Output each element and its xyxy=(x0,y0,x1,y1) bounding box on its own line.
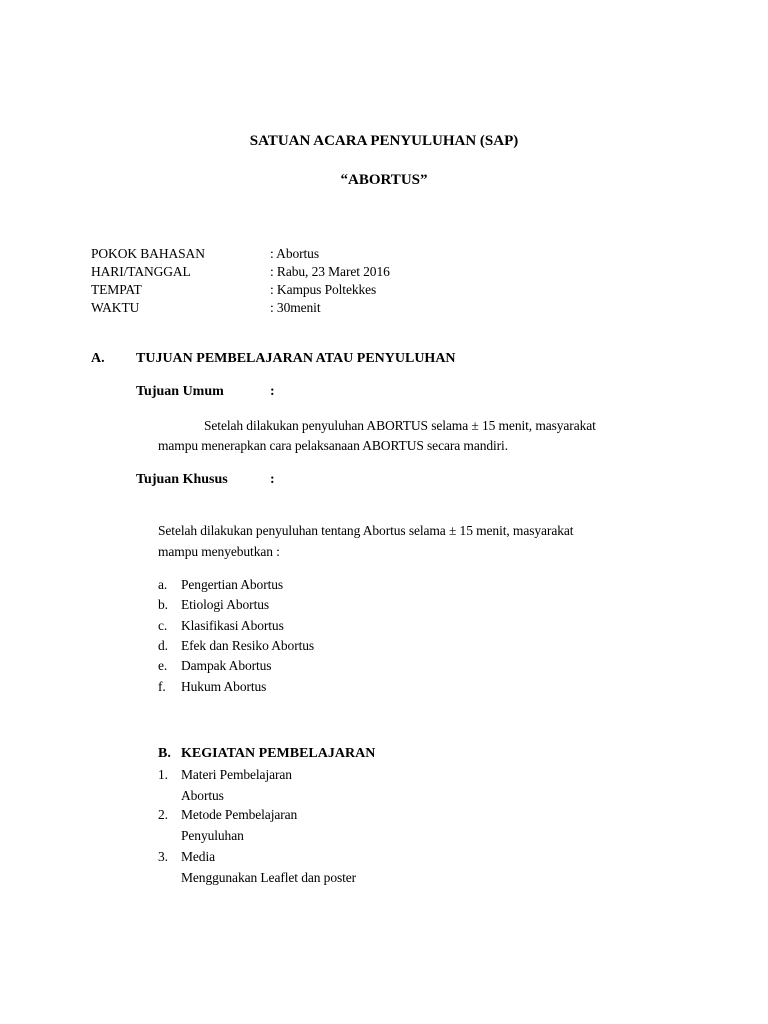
info-label-tempat: TEMPAT xyxy=(91,282,142,297)
list-item-detail: Menggunakan Leaflet dan poster xyxy=(181,870,357,885)
info-value-hari-tanggal: : Rabu, 23 Maret 2016 xyxy=(270,264,390,279)
list-item-title: Media xyxy=(181,849,215,864)
tujuan-khusus-colon: : xyxy=(270,472,275,487)
tujuan-umum-line-1: Setelah dilakukan penyuluhan ABORTUS selama ± 15 menit, masyarakat xyxy=(204,418,596,433)
list-item-detail: Abortus xyxy=(181,788,224,803)
list-item: Klasifikasi Abortus xyxy=(181,618,284,633)
tujuan-khusus-line-2: mampu menyebutkan : xyxy=(158,544,280,559)
info-label-hari-tanggal: HARI/TANGGAL xyxy=(91,264,191,279)
tujuan-umum-line-2: mampu menerapkan cara pelaksanaan ABORTUS secara mandiri. xyxy=(158,438,508,453)
list-marker: a. xyxy=(158,577,168,592)
list-item: Efek dan Resiko Abortus xyxy=(181,638,315,653)
list-item-title: Metode Pembelajaran xyxy=(181,807,298,822)
list-item: Pengertian Abortus xyxy=(181,577,284,592)
info-value-tempat: : Kampus Poltekkes xyxy=(270,282,377,297)
list-item: Etiologi Abortus xyxy=(181,597,270,612)
section-b-heading: KEGIATAN PEMBELAJARAN xyxy=(181,746,376,761)
document-subtitle: “ABORTUS” xyxy=(340,172,428,188)
info-value-pokok-bahasan: : Abortus xyxy=(270,246,319,261)
info-label-waktu: WAKTU xyxy=(91,300,140,315)
list-item: Dampak Abortus xyxy=(181,658,272,673)
section-a-letter: A. xyxy=(91,351,105,366)
tujuan-khusus-label: Tujuan Khusus xyxy=(136,472,228,487)
tujuan-khusus-line-1: Setelah dilakukan penyuluhan tentang Abortus selama ± 15 menit, masyarakat xyxy=(158,523,574,538)
info-value-waktu: : 30menit xyxy=(270,300,321,315)
list-number: 1. xyxy=(158,767,168,782)
tujuan-umum-colon: : xyxy=(270,384,275,399)
list-marker: d. xyxy=(158,638,168,653)
list-number: 2. xyxy=(158,807,168,822)
list-marker: e. xyxy=(158,658,168,673)
section-b-letter: B. xyxy=(158,746,171,761)
list-item: Hukum Abortus xyxy=(181,679,267,694)
list-number: 3. xyxy=(158,849,168,864)
list-item-title: Materi Pembelajaran xyxy=(181,767,292,782)
info-label-pokok-bahasan: POKOK BAHASAN xyxy=(91,246,205,261)
tujuan-umum-label: Tujuan Umum xyxy=(136,384,224,399)
list-marker: c. xyxy=(158,618,168,633)
document-title: SATUAN ACARA PENYULUHAN (SAP) xyxy=(249,133,519,149)
list-marker: f. xyxy=(158,679,166,694)
list-marker: b. xyxy=(158,597,168,612)
list-item-detail: Penyuluhan xyxy=(181,828,244,843)
section-a-heading: TUJUAN PEMBELAJARAN ATAU PENYULUHAN xyxy=(136,351,456,366)
